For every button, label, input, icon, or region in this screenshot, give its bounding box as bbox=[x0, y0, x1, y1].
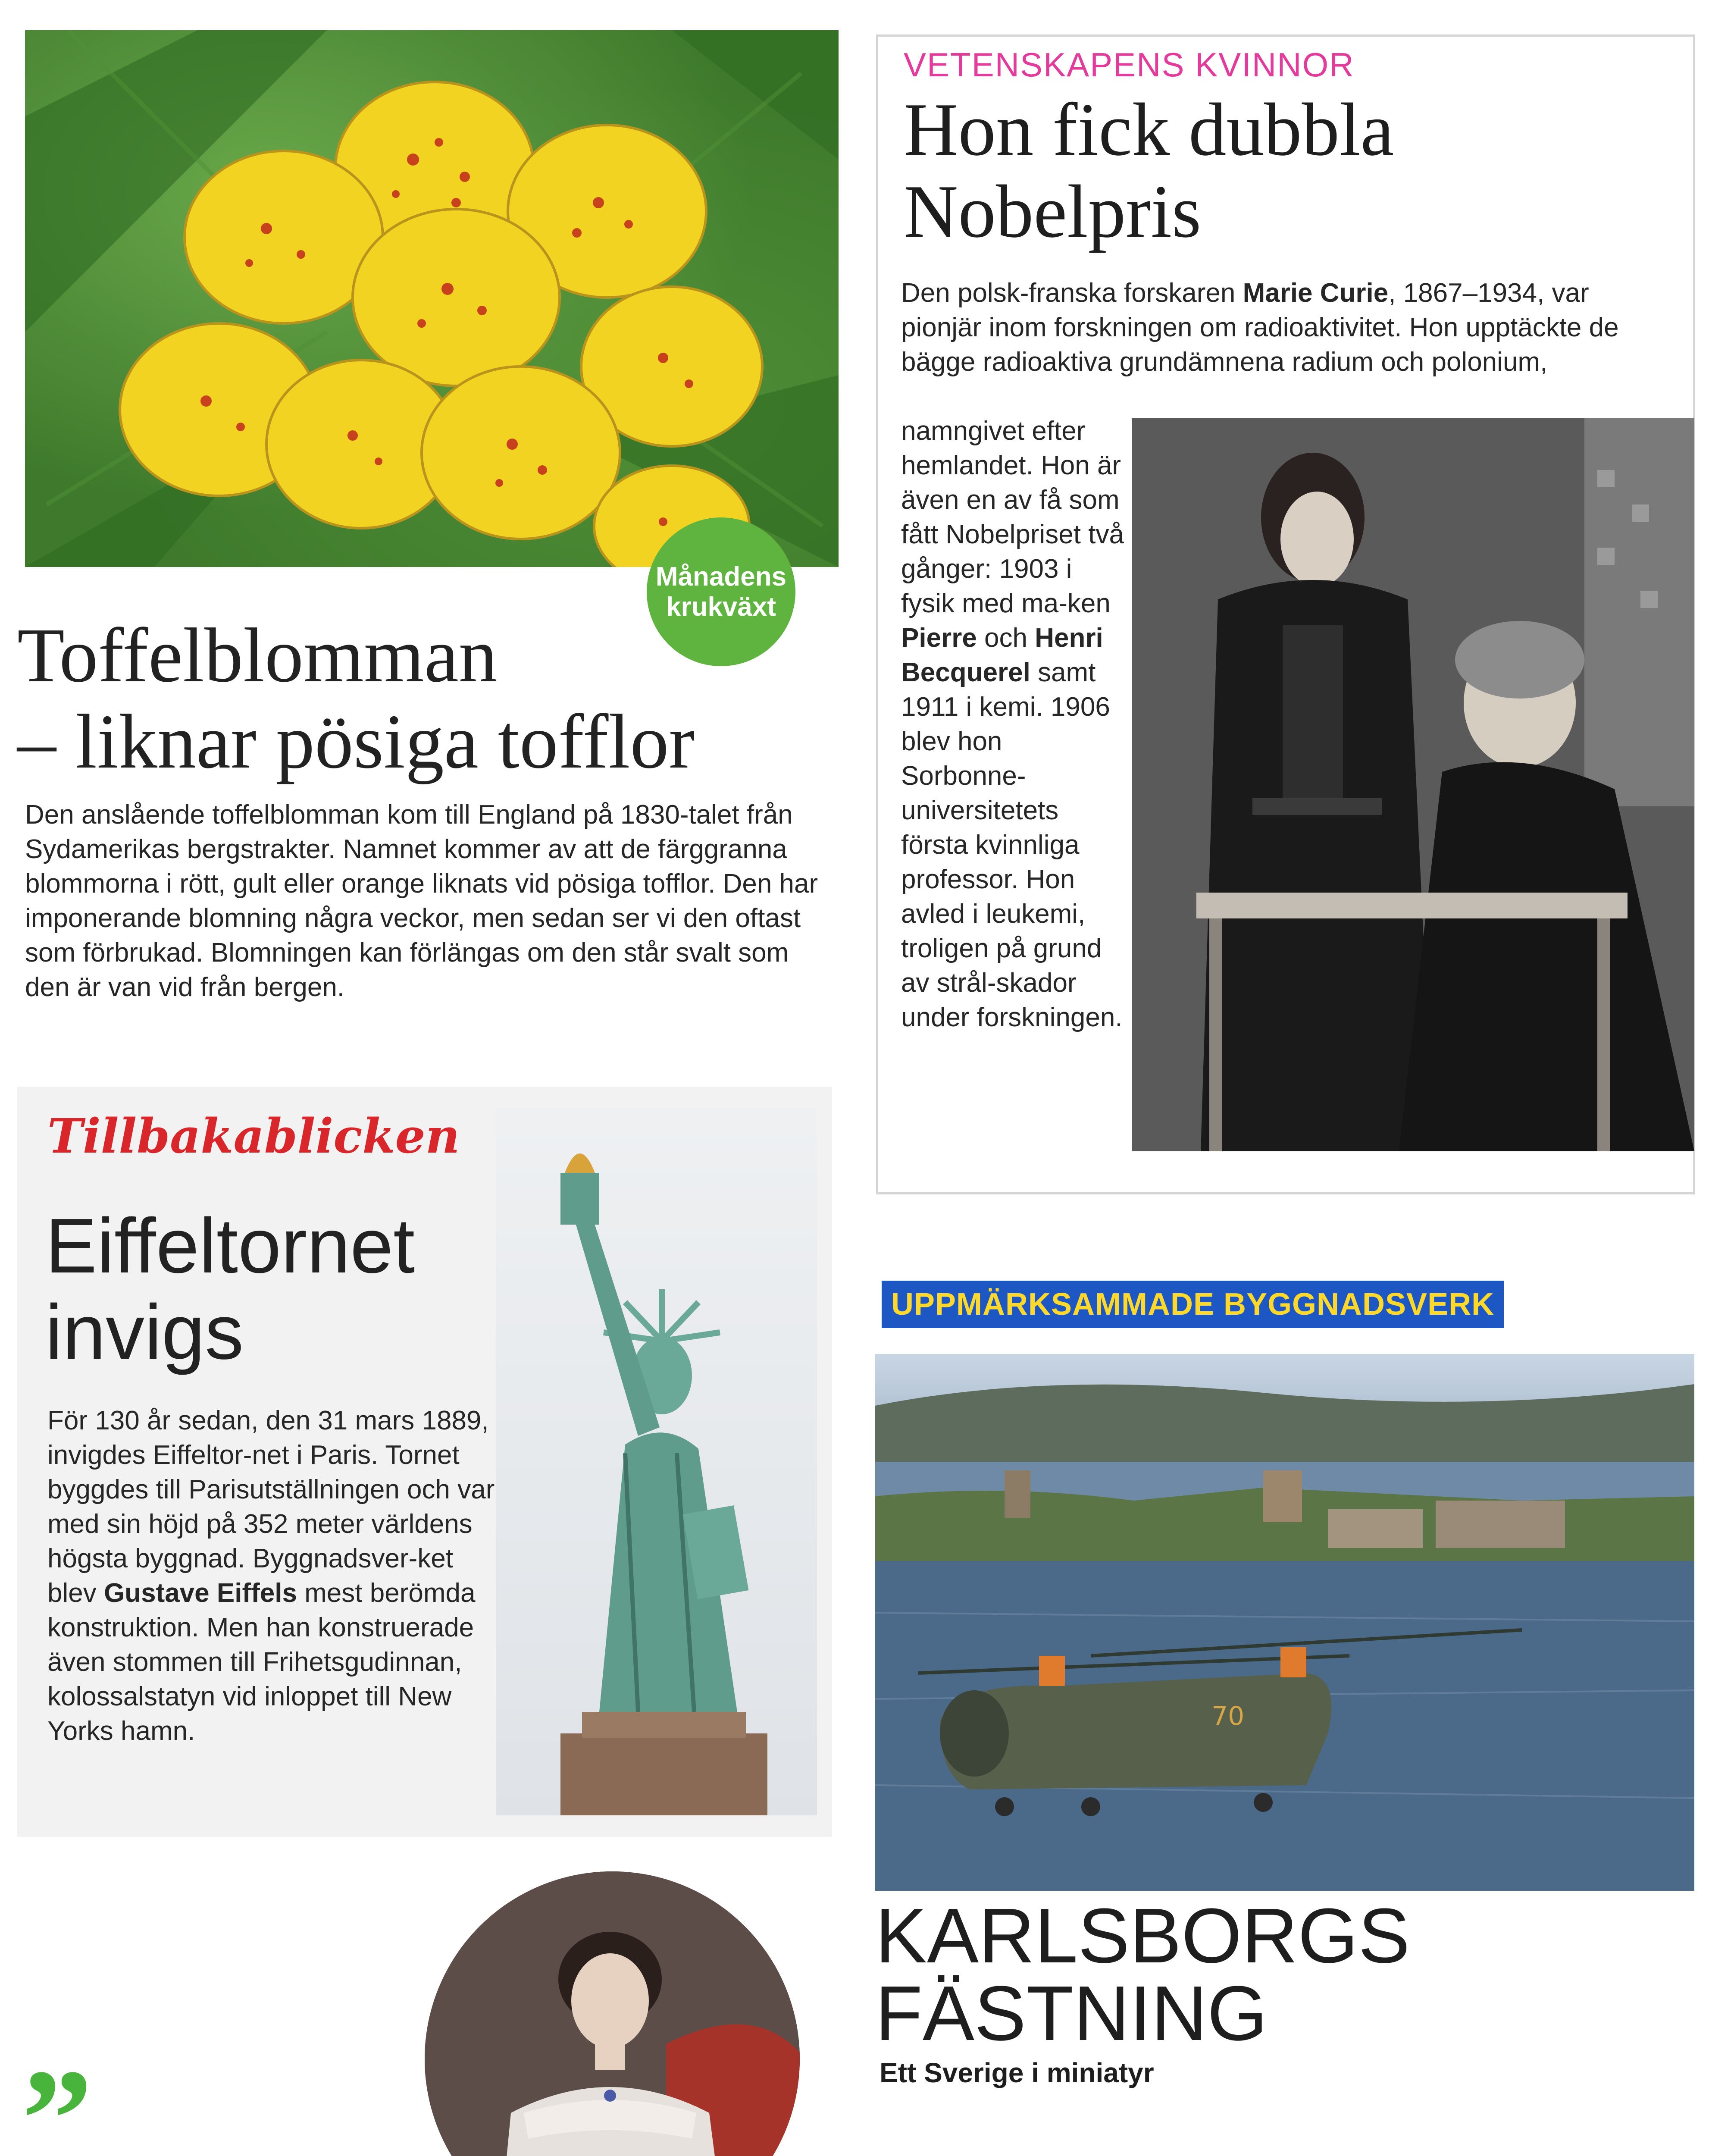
tillbaka-body-2: mest berömda konstruktion. Men han konstruerade även stommen till Frihetsgudinnan, kolossalstatyn vid inloppet till New Yorks hamn. bbox=[47, 1578, 476, 1746]
helicopter-number: 70 bbox=[1211, 1701, 1245, 1731]
curie-lab-illustration bbox=[1132, 418, 1694, 1151]
portrait-illustration bbox=[425, 1871, 800, 2156]
flower-photo bbox=[25, 30, 839, 567]
eiffel-name: Gustave Eiffels bbox=[103, 1578, 297, 1608]
tillbaka-body-text bbox=[47, 1404, 496, 1749]
karlsborg-helicopter-illustration bbox=[875, 1354, 1694, 1891]
badge-line-1: Månadens bbox=[655, 561, 787, 592]
tillbaka-headline bbox=[45, 1203, 502, 1376]
karlsborg-kicker: UPPMÄRKSAMMADE BYGGNADSVERK bbox=[882, 1281, 1504, 1328]
quote-mark-icon: ” bbox=[22, 2040, 93, 2156]
karlsborg-headline bbox=[875, 1893, 1694, 2057]
karlsborg-photo bbox=[875, 1354, 1694, 1891]
curie-intro-post: , 1867–1934, var pionjär inom forskningen om radioaktivitet. Hon upptäckte de bägge radioaktiva grundämnena radium och polonium, bbox=[901, 278, 1619, 377]
tillbaka-headline-line-1: Eiffeltornet bbox=[45, 1203, 415, 1289]
flower-headline-line-1: Toffelblomman bbox=[17, 612, 498, 698]
karlsborg-headline-line-2: FÄSTNING bbox=[875, 1970, 1268, 2057]
flower-body-text: Den anslående toffelblomman kom till England på 1830-talet från Sydamerikas bergstrakter. Namnet kommer av att de färggranna blommorna i rött, gult eller orange liknats vid pösiga tofflor. Den har imponerande blomning några veckor, men sedan ser vi den oftast som förbrukad. Blomningen kan förlängas om den står svalt som den är van vid från bergen. bbox=[25, 800, 818, 1002]
tillbaka-headline-line-2: invigs bbox=[45, 1289, 244, 1376]
curie-narrow-2: och bbox=[977, 623, 1035, 653]
flower-headline bbox=[17, 612, 836, 785]
badge-line-2: krukväxt bbox=[666, 592, 776, 622]
becquerel-name: Henri Becquerel bbox=[901, 623, 1103, 687]
curie-column-text bbox=[901, 414, 1125, 1035]
curie-kicker: VETENSKAPENS KVINNOR bbox=[904, 46, 1355, 84]
flower-headline-line-2: – liknar pösiga tofflor bbox=[17, 699, 695, 784]
curie-intro-text bbox=[901, 276, 1660, 379]
tillbaka-kicker: Tillbakablicken bbox=[47, 1108, 460, 1164]
karlsborg-subheading: Ett Sverige i miniatyr bbox=[880, 2057, 1154, 2088]
blessington-portrait bbox=[425, 1871, 800, 2156]
statue-of-liberty-photo bbox=[496, 1108, 817, 1815]
curie-headline: Hon fick dubbla Nobelpris bbox=[904, 88, 1394, 253]
karlsborg-headline-line-1: KARLSBORGS bbox=[875, 1893, 1410, 1979]
pierre-name: Pierre bbox=[901, 623, 977, 653]
tillbaka-body-1: För 130 år sedan, den 31 mars 1889, invigdes Eiffeltor-net i Paris. Tornet byggdes till Parisutställningen och var med sin höjd på 352 meter världens högsta byggnad. Byggnadsver-ket blev bbox=[47, 1406, 495, 1608]
curie-photo bbox=[1132, 418, 1694, 1151]
curie-intro-pre: Den polsk-franska forskaren bbox=[901, 278, 1243, 308]
curie-name: Marie Curie bbox=[1243, 278, 1389, 308]
curie-narrow-1: namngivet efter hemlandet. Hon är även en av få som fått Nobelpriset två gånger: 1903 i fysik med ma-ken bbox=[901, 416, 1124, 618]
statue-of-liberty-illustration bbox=[496, 1108, 817, 1815]
calceolaria-illustration bbox=[25, 30, 839, 567]
curie-narrow-3: samt 1911 i kemi. 1906 blev hon Sorbonne-universitetets första kvinnliga professor. Hon avled i leukemi, troligen på grund av strål-skador under forskningen. bbox=[901, 658, 1123, 1032]
